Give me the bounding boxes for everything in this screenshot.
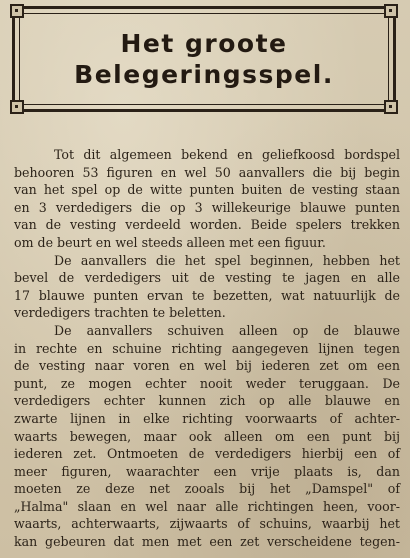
text-line: om de beurt en wel steeds alleen met een figuur. xyxy=(14,234,326,250)
text-line: iederen zet. Ontmoeten de verdedigers hierbij een of xyxy=(14,446,400,462)
text-line: De aanvallers die het spel beginnen, hebben het xyxy=(54,252,400,268)
corner-ornament-bottom-right xyxy=(384,100,398,114)
text-line: kan gebeuren dat men met een zet verscheidene tegen- xyxy=(14,534,400,550)
paragraph-2 xyxy=(14,252,400,322)
text-line: van het spel op de witte punten buiten de vesting staan xyxy=(14,182,400,198)
text-line: „Halma" slaan en wel naar alle richtingen heen, voor- xyxy=(14,498,400,514)
text-line: bevel de verdedigers uit de vesting te jagen en alle xyxy=(14,270,400,286)
text-line: punt, ze mogen echter nooit weder teruggaan. De xyxy=(14,375,400,391)
text-line: de vesting naar voren en wel bij iederen zet om een xyxy=(14,358,400,374)
text-line: waarts bewegen, maar ook alleen om een punt bij xyxy=(14,428,400,444)
title-frame xyxy=(12,6,396,112)
paragraph-1 xyxy=(14,146,400,252)
text-line: meer figuren, waarachter een vrije plaats is, dan xyxy=(14,463,400,479)
text-line: verdedigers echter kunnen zich op alle blauwe en xyxy=(14,393,400,409)
text-line: in rechte en schuine richting aangegeven lijnen tegen xyxy=(14,340,400,356)
text-line: verdedigers trachten te beletten. xyxy=(14,305,226,321)
corner-ornament-top-left xyxy=(10,4,24,18)
text-line: behooren 53 figuren en wel 50 aanvallers die bij begin xyxy=(14,164,400,180)
text-line: waarts, achterwaarts, zijwaarts of schuins, waarbij het xyxy=(14,516,400,532)
title-line-2: Belegeringsspel. xyxy=(74,60,334,89)
page-title xyxy=(32,28,376,90)
corner-ornament-bottom-left xyxy=(10,100,24,114)
text-line: van de vesting verdeeld worden. Beide spelers trekken xyxy=(14,217,400,233)
text-line: De aanvallers schuiven alleen op de blauwe xyxy=(54,322,400,338)
corner-ornament-top-right xyxy=(384,4,398,18)
body-text xyxy=(14,146,400,551)
title-line-1: Het groote xyxy=(120,29,288,58)
text-line: moeten ze deze net zooals bij het „Damspel" of xyxy=(14,481,400,497)
text-line: zwarte lijnen in elke richting voorwaarts of achter- xyxy=(14,410,400,426)
text-line: Tot dit algemeen bekend en geliefkoosd bordspel xyxy=(54,147,400,162)
text-line: en 3 verdedigers die op 3 willekeurige blauwe punten xyxy=(14,199,400,215)
text-line: 17 blauwe punten ervan te bezetten, wat natuurlijk de xyxy=(14,287,400,303)
paragraph-3 xyxy=(14,322,400,551)
